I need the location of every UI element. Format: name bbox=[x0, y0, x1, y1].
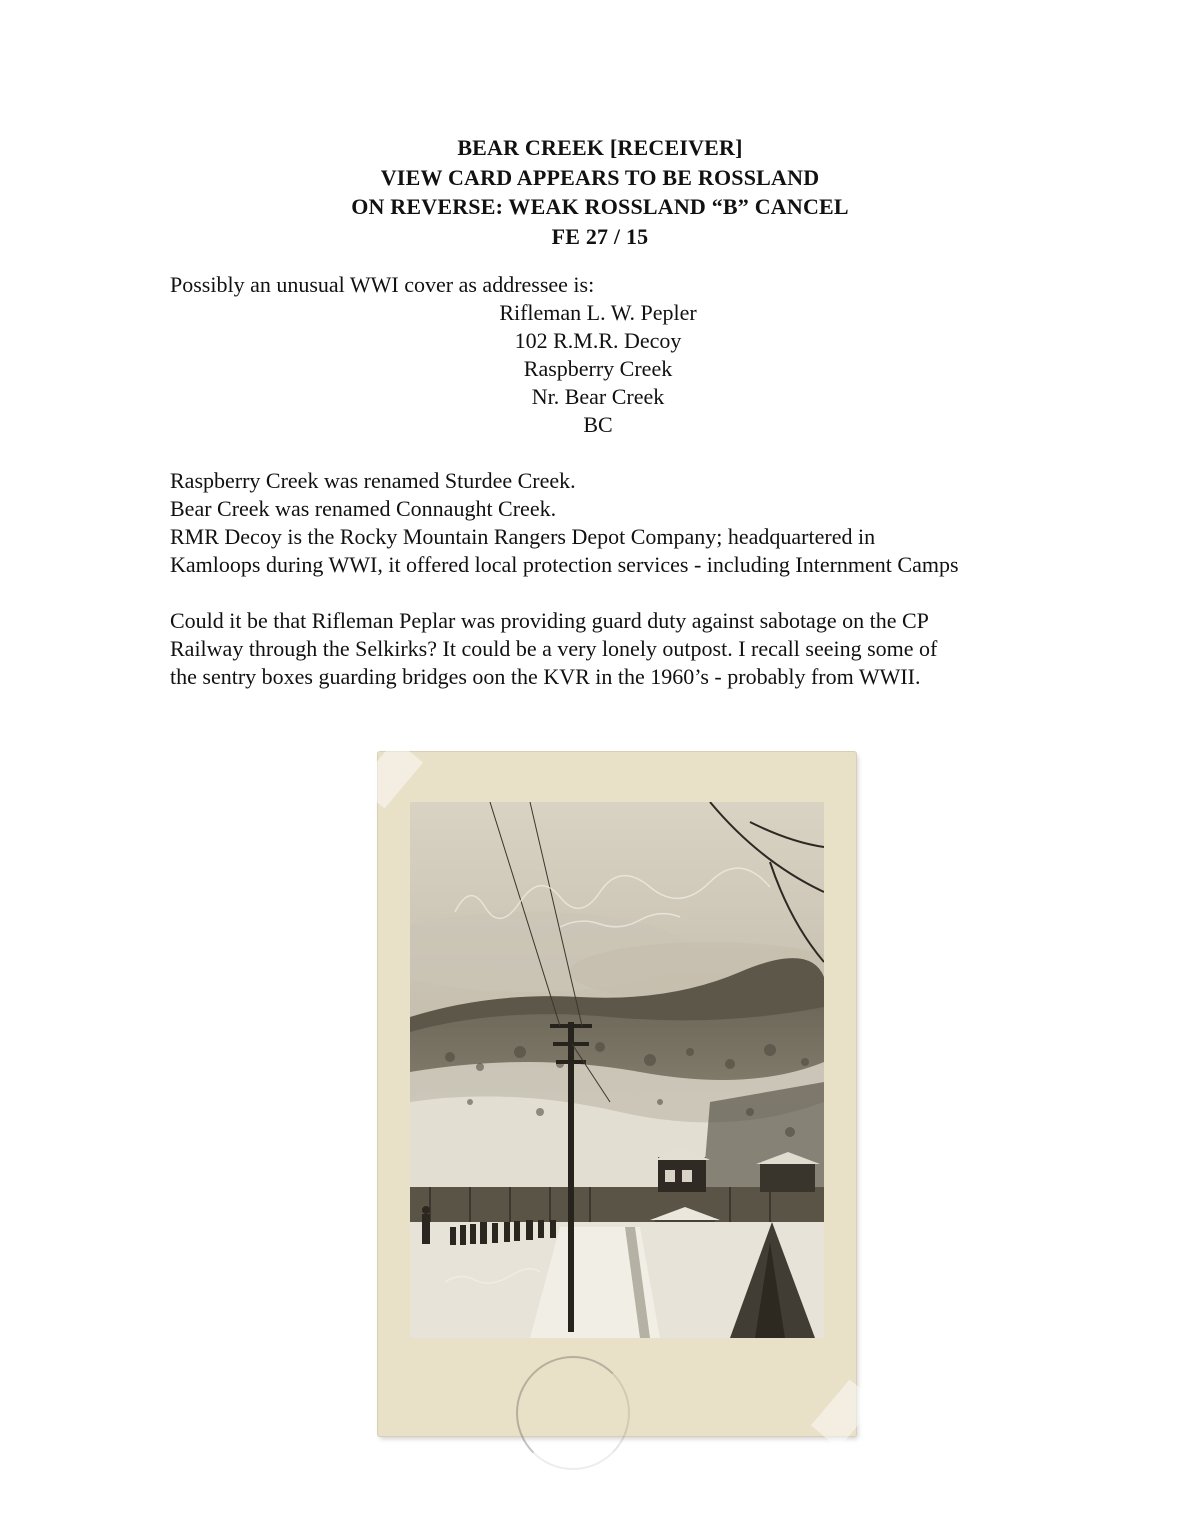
photo-corner bbox=[811, 1379, 877, 1448]
address-line: Rifleman L. W. Pepler bbox=[499, 300, 697, 325]
postcard bbox=[378, 752, 856, 1436]
heading-line-4: FE 27 / 15 bbox=[551, 223, 649, 249]
note-line: Kamloops during WWI, it offered local protection services - including Internment Camps bbox=[170, 552, 959, 577]
heading-line-1: BEAR CREEK [RECEIVER] bbox=[457, 135, 743, 160]
heading-line-2: VIEW CARD APPEARS TO BE ROSSLAND bbox=[380, 164, 820, 190]
note-line: Bear Creek was renamed Connaught Creek. bbox=[170, 496, 557, 521]
photo-corner bbox=[357, 739, 423, 808]
question-line: Could it be that Rifleman Peplar was providing guard duty against sabotage on the CP bbox=[170, 608, 929, 633]
address-line: Nr. Bear Creek bbox=[531, 384, 665, 409]
winter-landscape-photo bbox=[410, 802, 824, 1338]
addressee-block bbox=[0, 299, 1200, 439]
question-paragraph bbox=[170, 607, 1050, 691]
address-line: Raspberry Creek bbox=[523, 356, 673, 381]
postcard-photo bbox=[410, 802, 824, 1338]
note-line: Raspberry Creek was renamed Sturdee Creek. bbox=[170, 468, 576, 493]
note-line: RMR Decoy is the Rocky Mountain Rangers Depot Company; headquartered in bbox=[170, 524, 876, 549]
question-line: the sentry boxes guarding bridges oon the KVR in the 1960’s - probably from WWII. bbox=[170, 664, 921, 689]
postmark-cancel bbox=[516, 1356, 630, 1470]
address-line: BC bbox=[583, 412, 613, 437]
heading-line-3: ON REVERSE: WEAK ROSSLAND “B” CANCEL bbox=[351, 194, 849, 219]
question-line: Railway through the Selkirks? It could be a very lonely outpost. I recall seeing some of bbox=[170, 636, 938, 661]
intro-text: Possibly an unusual WWI cover as addressee is: bbox=[170, 272, 595, 297]
page-heading bbox=[0, 133, 1200, 251]
address-line: 102 R.M.R. Decoy bbox=[514, 328, 682, 353]
notes-paragraph bbox=[170, 467, 959, 579]
